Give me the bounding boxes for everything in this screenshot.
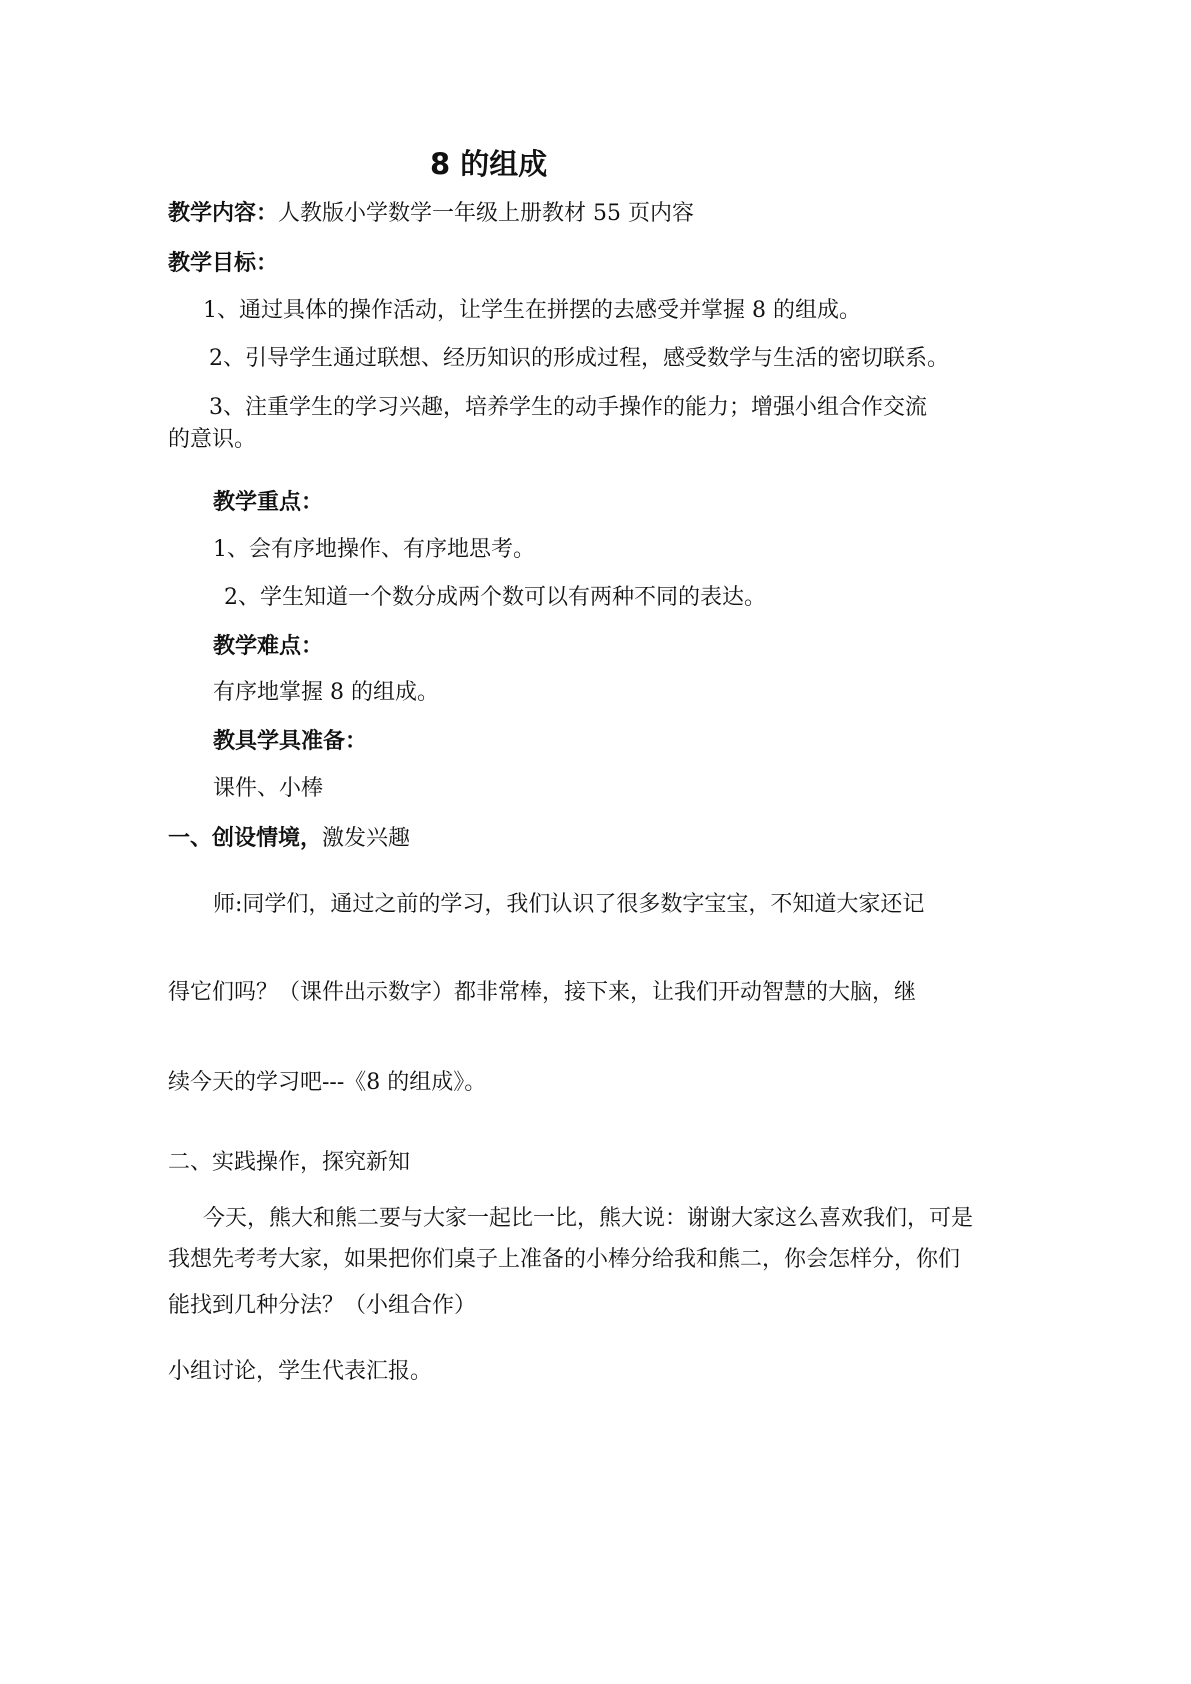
- goal-item: 3、注重学生的学习兴趣，培养学生的动手操作的能力；增强小组合作交流: [209, 395, 927, 420]
- key-point-item: 2、学生知道一个数分成两个数可以有两种不同的表达。: [224, 585, 766, 610]
- section1-label: 一、创设情境，: [168, 826, 323, 851]
- key-point-item: 1、会有序地操作、有序地思考。: [213, 537, 535, 562]
- page-title: 8 的组成: [430, 147, 548, 181]
- content-label: 教学内容：: [168, 201, 279, 226]
- content-text: 人教版小学数学一年级上册教材 55 页内容: [278, 201, 694, 226]
- section1-paragraph-line: 师:同学们，通过之前的学习，我们认识了很多数字宝宝，不知道大家还记: [213, 892, 925, 917]
- difficulty-label: 教学难点：: [213, 634, 324, 659]
- goals-label: 教学目标：: [168, 251, 279, 276]
- section2-paragraph-line: 小组讨论，学生代表汇报。: [168, 1359, 433, 1384]
- prep-text: 课件、小棒: [213, 776, 324, 801]
- content-line: [168, 199, 694, 229]
- section1-paragraph-line: 得它们吗？（课件出示数字）都非常棒，接下来，让我们开动智慧的大脑，继: [168, 980, 917, 1005]
- section2-paragraph-line: 今天，熊大和熊二要与大家一起比一比，熊大说：谢谢大家这么喜欢我们，可是: [203, 1206, 974, 1231]
- section1-paragraph-line: 续今天的学习吧---《8 的组成》。: [168, 1070, 487, 1095]
- section2-paragraph-line: 我想先考考大家，如果把你们桌子上准备的小棒分给我和熊二，你会怎样分，你们: [168, 1247, 961, 1272]
- difficulty-text: 有序地掌握 8 的组成。: [213, 680, 439, 705]
- goal-item: 2、引导学生通过联想、经历知识的形成过程，感受数学与生活的密切联系。: [209, 346, 949, 371]
- section2-heading: 二、实践操作，探究新知: [168, 1150, 411, 1175]
- section1-heading: [168, 824, 410, 854]
- goal-item-continuation: 的意识。: [168, 427, 257, 452]
- section2-paragraph-line: 能找到几种分法？（小组合作）: [168, 1293, 477, 1318]
- section1-text: 激发兴趣: [322, 826, 411, 851]
- key-points-label: 教学重点：: [213, 490, 324, 515]
- prep-label: 教具学具准备：: [213, 729, 368, 754]
- goal-item: 1、通过具体的操作活动，让学生在拼摆的去感受并掌握 8 的组成。: [203, 298, 861, 323]
